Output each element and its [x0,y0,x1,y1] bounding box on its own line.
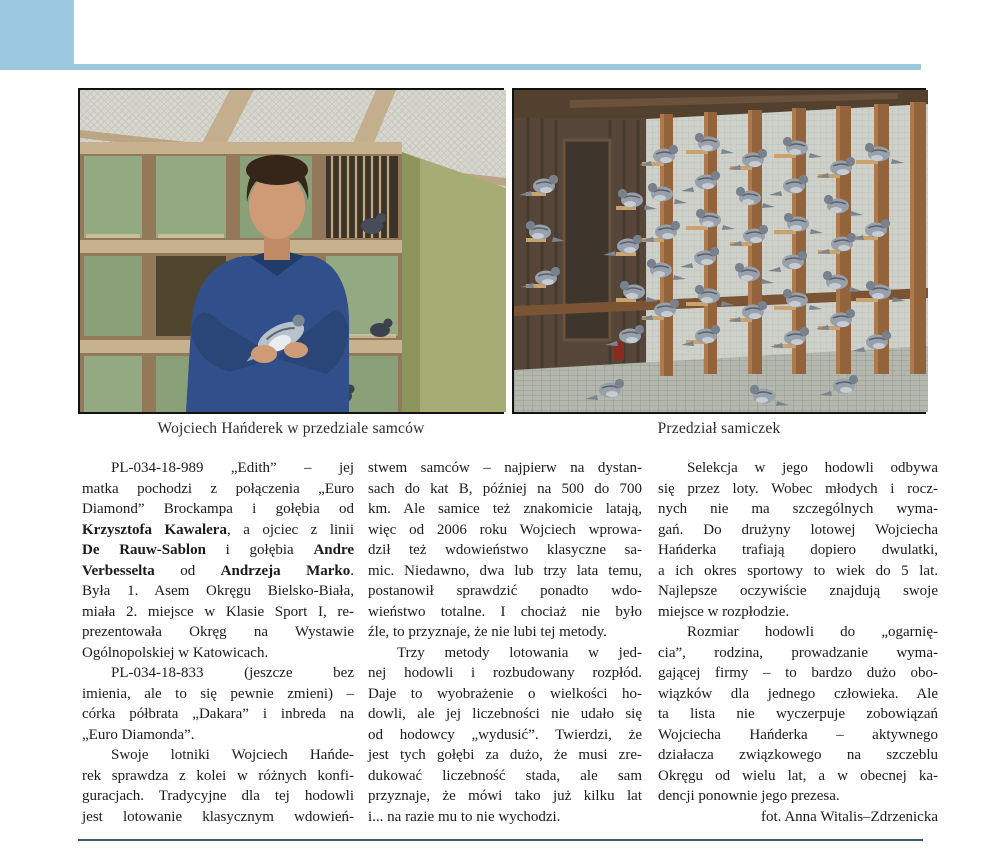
photo-right [512,88,926,414]
text-segment: sach do kat B, później na 500 do 700 [368,480,642,497]
text-line [368,561,642,582]
text-line [658,684,938,705]
text-line [658,704,938,725]
text-segment: Selekcja w jego hodowli odbywa [687,460,938,476]
text-segment: guracjach. Tradycyjne dla tej hodowli [82,788,354,804]
text-segment: i... na razie mu to nie wychodzi. [368,808,561,825]
text-segment: Hańderka trafiają dopiero dwulatki, [658,542,938,558]
text-line [368,786,642,807]
text-segment: imienia, ale to się pewnie zmieni) – [82,685,354,702]
text-line [658,766,938,787]
text-line [368,581,642,602]
text-line [82,725,354,746]
text-line [368,643,642,664]
text-line [82,622,354,643]
text-segment: nej hodowli i rozbudowany rozpłód. [368,665,642,681]
bold-name: Verbesselta [82,562,155,579]
text-line [658,581,938,602]
text-line [368,499,642,520]
bold-name: Andrzeja Marko [220,562,351,579]
caption-left: Wojciech Hańderek w przedziale samców [157,420,425,437]
text-line [658,520,938,541]
text-line [368,602,642,623]
text-line [82,807,354,828]
text-line [82,540,354,561]
text-segment: działacza związkowego na szczeblu [658,747,938,763]
text-segment: dowli, ale jej liczebności nie udało się [368,706,642,722]
aviary-photo-illustration [514,90,928,412]
text-line [368,745,642,766]
text-segment: Wojciecha Hańderka – aktywnego [658,726,938,743]
photo-left [78,88,504,414]
text-segment: dencji ponownie jego prezesa. [658,788,840,804]
text-line [368,520,642,541]
text-segment: Rozmiar hodowli do „ogarnię- [687,624,938,640]
text-segment: cia”, rodzina, prowadzanie wyma- [658,644,938,661]
text-segment: km. Ale samice też znakomicie latają, [368,501,642,517]
bold-name: Andre [313,542,354,558]
text-segment: PL-034-18-989 „Edith” – jej [111,460,354,476]
photo-credit [658,807,938,828]
text-line [368,479,642,500]
text-line [82,663,354,684]
text-segment: więc od 2006 roku Wojciech wprowa- [368,521,642,538]
text-segment: i gołębia [205,542,314,558]
text-segment: dukować liczebność stada, ale sam [368,767,642,784]
text-segment: jest tych gołębi za dużo, że musi zre- [368,747,642,763]
text-segment: prezentowała Okręg na Wystawie [82,624,354,640]
text-line [82,684,354,705]
text-line [82,499,354,520]
text-line [368,684,642,705]
text-line [82,581,354,602]
text-line [658,499,938,520]
text-segment: się przez loty. Wobec młodych i rocz- [658,480,938,497]
text-segment: , a ojciec z linii [226,521,354,538]
figure-left [78,88,504,438]
text-segment: od hodowcy „wydusić”. Twierdzi, że [368,726,642,743]
text-line [658,786,938,807]
text-segment: stwem samców – najpierw na dystan- [368,460,642,476]
text-segment: od [154,562,221,579]
text-line [658,458,938,479]
text-line [82,745,354,766]
text-segment: „Euro Diamonda”. [82,726,195,743]
text-segment: wieństwo totalne. I chociaż nie było [368,603,642,620]
text-line [658,725,938,746]
text-line [368,663,642,684]
text-line [658,602,938,623]
text-line [658,540,938,561]
text-line [658,663,938,684]
text-line [658,643,938,664]
text-segment: Ogólnopolskiej w Katowicach. [82,644,269,661]
text-column-1 [82,458,354,827]
text-line [368,807,642,828]
text-segment: dził też wdowieństwo klasyczne sa- [368,542,642,558]
text-segment: córka półbrata „Dakara” i inbreda na [82,706,354,722]
text-segment: Diamond” Brockampa i gołębia od [82,501,354,517]
text-segment: Najlepsze oczywiście znajdują swoje [658,583,938,599]
figure-right [512,88,926,438]
text-line [658,479,938,500]
text-line [82,458,354,479]
text-segment: PL-034-18-833 (jeszcze bez [111,665,354,681]
text-line [82,766,354,787]
text-line [82,786,354,807]
loft-photo-illustration [80,90,506,412]
text-segment: nych nie ma szczególnych wyma- [658,501,938,517]
text-segment: a ich okres sportowy to wiek do 5 lat. [658,562,938,579]
footer-rule [78,839,923,841]
text-line [368,766,642,787]
text-line [368,458,642,479]
text-column-3 [658,458,938,827]
bold-name: Krzysztofa Kawalera [82,521,227,538]
bold-name: De Rauw-Sablon [82,542,206,558]
text-segment: wiązków dla jednego człowieka. Ale [658,685,938,702]
text-segment: Okręgu od wielu lat, a w obecnej ka- [658,767,938,784]
text-line [82,643,354,664]
text-segment: rek sprawdza z kolei w różnych konfi- [82,767,354,784]
text-line [82,561,354,582]
text-segment: . [350,562,354,579]
text-column-2 [368,458,642,827]
text-line [368,540,642,561]
text-line [82,602,354,623]
text-segment: Daje to wyobrażenie o wielkości ho- [368,685,642,702]
text-segment: postanowił sprawdzić ponadto wdo- [368,583,642,599]
text-line [82,520,354,541]
text-segment: matka pochodzi z połączenia „Euro [82,480,354,497]
text-line [82,479,354,500]
text-segment: Trzy metody lotowania w jed- [397,644,642,661]
text-line [658,561,938,582]
caption-right: Przedział samiczek [657,420,781,437]
green-wall [402,152,506,412]
text-segment: gań. Do drużyny lotowej Wojciecha [658,521,938,538]
text-line [82,704,354,725]
accent-bar [0,64,921,70]
text-segment: źle, to przyznaje, że nie lubi tej metody. [368,624,607,640]
text-segment: miała 2. miejsce w Klasie Sport I, re- [82,603,354,620]
text-line [658,745,938,766]
text-segment: mic. Niedawno, dwa lub trzy lata temu, [368,562,642,579]
text-segment: miejsce w rozpłodzie. [658,603,790,620]
text-segment: Była 1. Asem Okręgu Bielsko-Biała, [82,583,354,599]
text-segment: jest lotowanie klasycznym wdowień- [82,808,354,825]
text-segment: fot. Anna Witalis–Zdrzenicka [761,808,938,825]
text-line [368,622,642,643]
text-segment: gającej firmy – to bardzo dużo obo- [658,665,938,681]
accent-square [0,0,74,64]
text-line [368,704,642,725]
text-segment: Swoje lotniki Wojciech Hańde- [111,747,354,763]
text-segment: ta lista nie wyczerpuje zobowiązań [658,706,938,722]
text-line [658,622,938,643]
text-line [368,725,642,746]
text-segment: przyznaje, że mówi tako już kilku lat [368,788,642,804]
